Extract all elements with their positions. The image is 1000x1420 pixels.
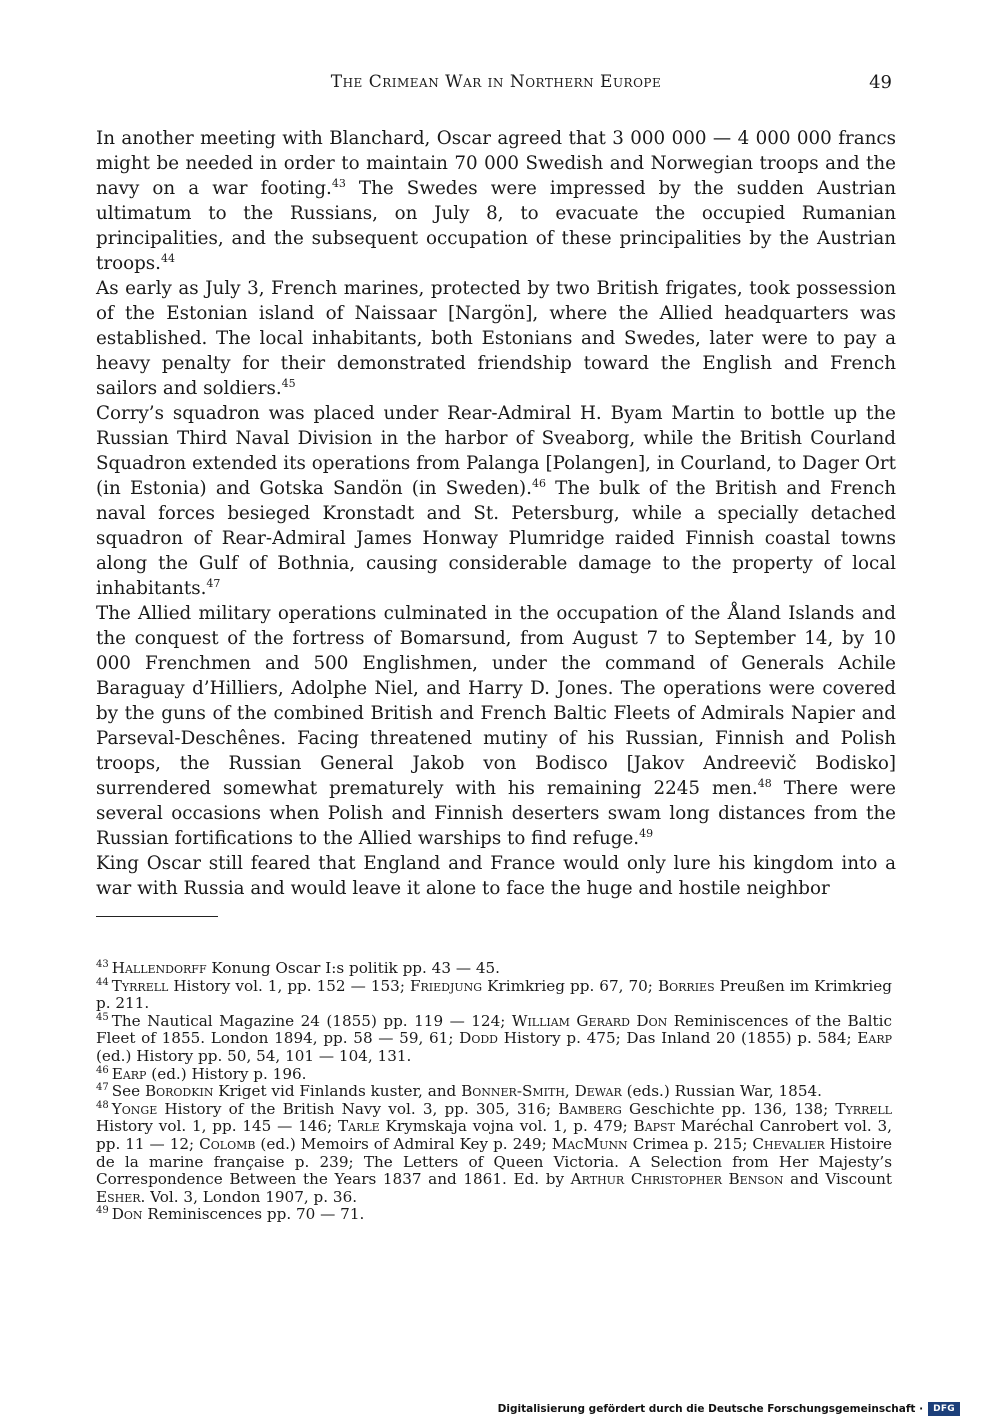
author-name: Hallendorff	[111, 959, 207, 977]
author-name: Esher	[96, 1187, 141, 1206]
footnote-separator	[96, 916, 218, 917]
author-name: Bonner-Smith, Dewar	[461, 1082, 622, 1101]
author-name: Dodd	[459, 1029, 499, 1048]
footnote-48: $^{48}$ Yonge History of the British Navy vol. 3, pp. 305, 316; Bamberg Geschichte pp. 136, 138; Tyrrell History vol. 1, pp. 145 — 146; Tarle Krymskaja vojna vol. 1, p. 479; Bapst Maréchal Canrobert vol. 3, pp. 11 — 12; Colomb (ed.) Memoirs of Admiral Key p. 249; MacMunn Crimea p. 215; Chevalier Histoire de la marine française p. 239; The Letters of Queen Victoria. A Selection from Her Majesty’s Correspondence Between the Years 1837 and 1861. Ed. by Arthur Christopher Benson and Viscount Esher. Vol. 3, London 1907, p. 36.	[96, 1099, 893, 1206]
author-name: Tyrrell	[835, 1099, 892, 1118]
author-name: Don	[111, 1205, 143, 1224]
author-name: Friedjung	[409, 976, 483, 995]
author-name: Chevalier	[752, 1134, 825, 1153]
footnote-number: 47	[96, 1082, 109, 1094]
footnote-number: 46	[96, 1064, 109, 1076]
footnote-45: $^{45}$ The Nautical Magazine 24 (1855) pp. 119 — 124; William Gerard Don Reminiscences of the Baltic Fleet of 1855. London 1894, pp. 58 — 59, 61; Dodd History p. 475; Das Inland 20 (1855) p. 584; Earp (ed.) History pp. 50, 54, 101 — 104, 131.	[96, 1011, 893, 1065]
footnote-number: 43	[96, 958, 109, 970]
body-text	[96, 126, 896, 901]
footnote-46: $^{46}$ Earp (ed.) History p. 196.	[96, 1064, 307, 1083]
author-name: Bamberg	[558, 1099, 622, 1118]
footnote-number: 49	[96, 1205, 109, 1217]
footnote-ref: 45	[281, 376, 296, 390]
author-name: Yonge	[111, 1099, 158, 1118]
author-name: Colomb	[199, 1134, 256, 1153]
digitization-credit	[498, 1401, 960, 1417]
credit-text: Digitalisierung gefördert durch die Deutsche Forschungsgemeinschaft ·	[497, 1403, 924, 1415]
dfg-logo-icon: DFG	[928, 1402, 960, 1416]
footnote-ref: 48	[757, 776, 772, 790]
paragraph-1: In another meeting with Blanchard, Oscar agreed that 3 000 000 — 4 000 000 francs might be needed in order to maintain 70 000 Swedish and Norwegian troops and the navy on a war footing.$^{43}$ The Swedes were impressed by the sudden Austrian ultimatum to the Russians, on July 8, to evacuate the occupied Rumanian principalities, and the subsequent occupation of these principalities by the Austrian troops.$^{44}$	[96, 128, 896, 274]
author-name: Earp	[857, 1029, 893, 1048]
author-name: Borodkin	[144, 1082, 214, 1101]
author-name: MacMunn	[551, 1134, 628, 1153]
author-name: Arthur Christopher Benson	[570, 1170, 784, 1189]
footnote-ref: 46	[531, 476, 546, 490]
author-name: Borries	[657, 976, 715, 995]
footnote-ref: 49	[639, 826, 654, 840]
author-name: Tyrrell	[111, 976, 169, 995]
author-name: Bapst	[633, 1117, 675, 1136]
footnote-43: $^{43}$ Hallendorff Konung Oscar I:s politik pp. 43 — 45.	[96, 958, 501, 977]
footnotes	[96, 960, 892, 1224]
footnote-47: $^{47}$ See Borodkin Kriget vid Finlands kuster, and Bonner-Smith, Dewar (eds.) Russian War, 1854.	[96, 1082, 822, 1101]
footnote-number: 45	[96, 1011, 109, 1023]
footnote-44: $^{44}$ Tyrrell History vol. 1, pp. 152 — 153; Friedjung Krimkrieg pp. 67, 70; Borries Preußen im Krimkrieg p. 211.	[96, 976, 892, 1013]
footnote-ref: 44	[161, 251, 175, 265]
footnote-ref: 47	[206, 576, 221, 590]
paragraph-4: The Allied military operations culminated in the occupation of the Åland Islands and the conquest of the fortress of Bomarsund, from August 7 to September 14, by 10 000 Frenchmen and 500 Englishmen, under the command of Generals Achile Baraguay d’Hilliers, Adolphe Niel, and Harry D. Jones. The operations were covered by the guns of the combined British and French Baltic Fleets of Admirals Napier and Parseval-Deschênes. Facing threatened mutiny of his Russian, Finnish and Polish troops, the Russian General Jakob von Bodisco [Jakov Andreevič Bodisko] surrendered somewhat prematurely with his remaining 2245 men.$^{48}$ There were several occasions when Polish and Finnish deserters swam long distances from the Russian fortifications to the Allied warships to find refuge.$^{49}$	[96, 603, 896, 849]
running-title: The Crimean War in Northern Europe	[330, 72, 662, 92]
page-number: 49	[869, 72, 892, 93]
author-name: William Gerard Don	[511, 1011, 668, 1030]
running-header	[96, 72, 896, 100]
author-name: Tarle	[338, 1117, 380, 1136]
author-name: Earp	[111, 1064, 147, 1083]
footnote-number: 48	[96, 1099, 109, 1111]
paragraph-5: King Oscar still feared that England and France would only lure his kingdom into a war with Russia and would leave it alone to face the huge and hostile neighbor	[96, 853, 896, 899]
footnote-number: 44	[96, 976, 109, 988]
paragraph-3: Corry’s squadron was placed under Rear-Admiral H. Byam Martin to bottle up the Russian Third Naval Division in the harbor of Sveaborg, while the British Courland Squadron extended its operations from Palanga [Polangen], in Courland, to Dager Ort (in Estonia) and Gotska Sandön (in Sweden).$^{46}$ The bulk of the British and French naval forces besieged Kronstadt and St. Petersburg, while a specially detached squadron of Rear-Admiral James Honway Plumridge raided Finnish coastal towns along the Gulf of Bothnia, causing considerable damage to the property of local inhabitants.$^{47}$	[96, 403, 896, 599]
footnote-ref: 43	[331, 176, 346, 190]
paragraph-2: As early as July 3, French marines, protected by two British frigates, took possession of the Estonian island of Naissaar [Nargön], where the Allied headquarters was established. The local inhabitants, both Estonians and Swedes, later were to pay a heavy penalty for their demonstrated friendship toward the English and French sailors and soldiers.$^{45}$	[96, 278, 896, 399]
footnote-49: $^{49}$ Don Reminiscences pp. 70 — 71.	[96, 1205, 365, 1224]
